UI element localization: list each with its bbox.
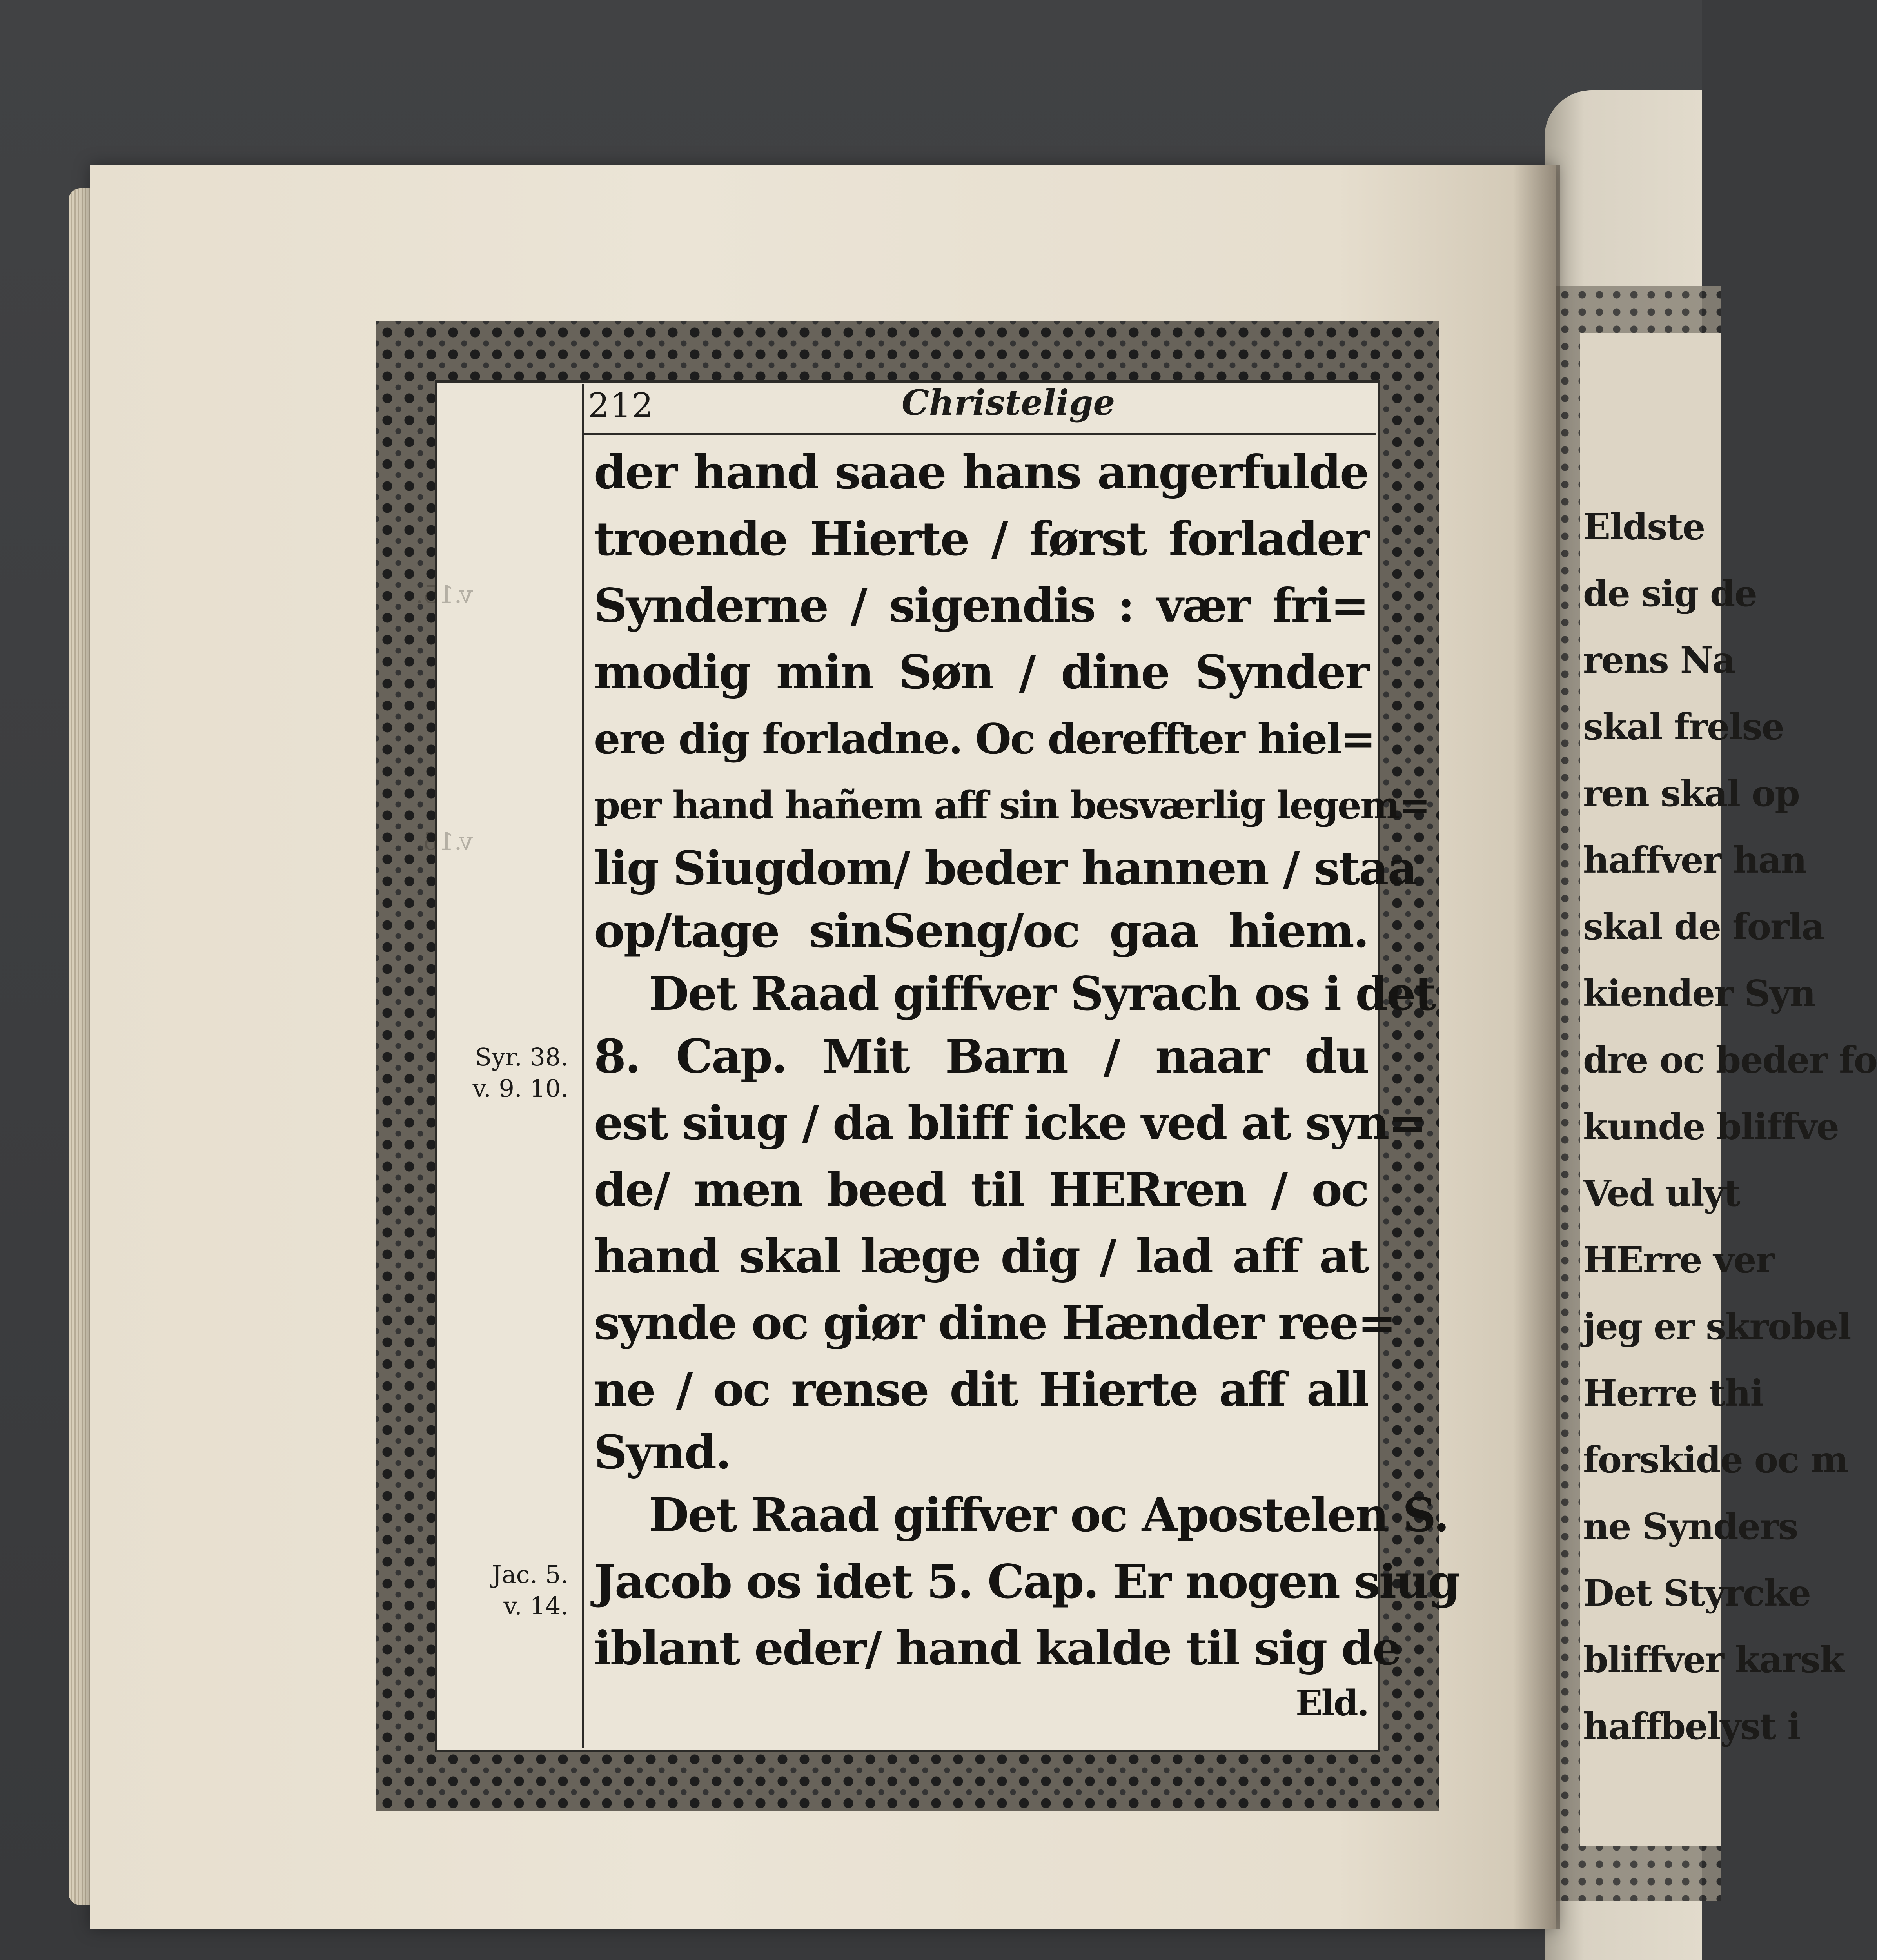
book-gutter	[1513, 165, 1560, 1929]
facing-page-fragment: Herre thi	[1583, 1372, 1763, 1414]
text-line: per hand hañem aff sin besværlig legem=	[594, 783, 1429, 828]
text-line: Synderne / sigendis : vær fri=	[594, 578, 1368, 633]
running-head: Christelige	[902, 382, 1115, 423]
text-line: lig Siugdom/ beder hannen / staa	[594, 841, 1417, 895]
facing-page-fragment: HErre ver	[1583, 1239, 1774, 1281]
text-line: hand skal læge dig / lad aff at	[594, 1229, 1368, 1283]
facing-page-fragment: haffver han	[1583, 839, 1806, 881]
facing-page-fragment: kunde bliffve	[1583, 1105, 1839, 1148]
margin-reference: v. 9. 10.	[472, 1074, 568, 1103]
facing-page-fragment: skal frelse	[1583, 706, 1784, 748]
facing-page-fragment: dre oc beder fo	[1583, 1039, 1877, 1081]
header-rule	[584, 433, 1376, 435]
margin-reference: Jac. 5.	[492, 1560, 568, 1589]
facing-page-fragment: ne Synders	[1583, 1505, 1798, 1548]
text-line: Det Raad giffver Syrach os i det	[649, 966, 1435, 1021]
text-line: Det Raad giffver oc Apostelen S.	[649, 1488, 1449, 1542]
text-line: iblant eder/ hand kalde til sig de	[594, 1621, 1401, 1675]
margin-reference: v. 14.	[503, 1592, 568, 1620]
facing-page-fragment: rens Na	[1583, 639, 1735, 681]
text-line: modig min Søn / dine Synder	[594, 645, 1368, 699]
facing-page-fragment: kiender Syn	[1583, 972, 1815, 1014]
text-line: troende Hierte / først forlader	[594, 512, 1368, 566]
text-line: synde oc giør dine Hænder ree=	[594, 1296, 1396, 1350]
catchword: Eld.	[1295, 1682, 1368, 1724]
facing-page	[1545, 90, 1877, 1960]
facing-page-text-area	[1580, 333, 1721, 1846]
facing-page-fragment: de sig de	[1583, 572, 1757, 615]
facing-page-fragment: bliffver karsk	[1583, 1639, 1844, 1681]
text-line: der hand saae hans angerfulde	[594, 445, 1368, 499]
page-number: 212	[588, 386, 654, 425]
margin-rule	[582, 384, 584, 1748]
text-line: est siug / da bliff icke ved at syn=	[594, 1096, 1426, 1150]
text-line: de/ men beed til HERren / oc	[594, 1162, 1368, 1217]
facing-page-fragment: jeg er skrobel	[1583, 1305, 1851, 1348]
facing-page-fragment: Ved ulyt	[1583, 1172, 1740, 1214]
facing-page-fragment: ren skal op	[1583, 772, 1799, 815]
text-line: op/tage sinSeng/oc gaa hiem.	[594, 904, 1368, 958]
text-line: 8. Cap. Mit Barn / naar du	[594, 1029, 1368, 1083]
margin-reference: Syr. 38.	[475, 1043, 568, 1071]
text-line: Jacob os idet 5. Cap. Er nogen siug	[594, 1554, 1459, 1609]
facing-page-fragment: forskide oc m	[1583, 1439, 1848, 1481]
text-line: ne / oc rense dit Hierte aff all	[594, 1362, 1368, 1417]
text-line: ere dig forladne. Oc dereffter hiel=	[594, 714, 1375, 763]
facing-page-fragment: Eldste	[1583, 506, 1705, 548]
show-through-note: v.16.	[416, 827, 473, 856]
facing-page-fragment: haffbelyst i	[1583, 1705, 1801, 1748]
facing-page-fragment: skal de forla	[1583, 906, 1824, 948]
show-through-note: v.15.	[416, 580, 473, 609]
text-line: Synd.	[594, 1425, 731, 1479]
facing-page-fragment: Det Styrcke	[1583, 1572, 1810, 1614]
